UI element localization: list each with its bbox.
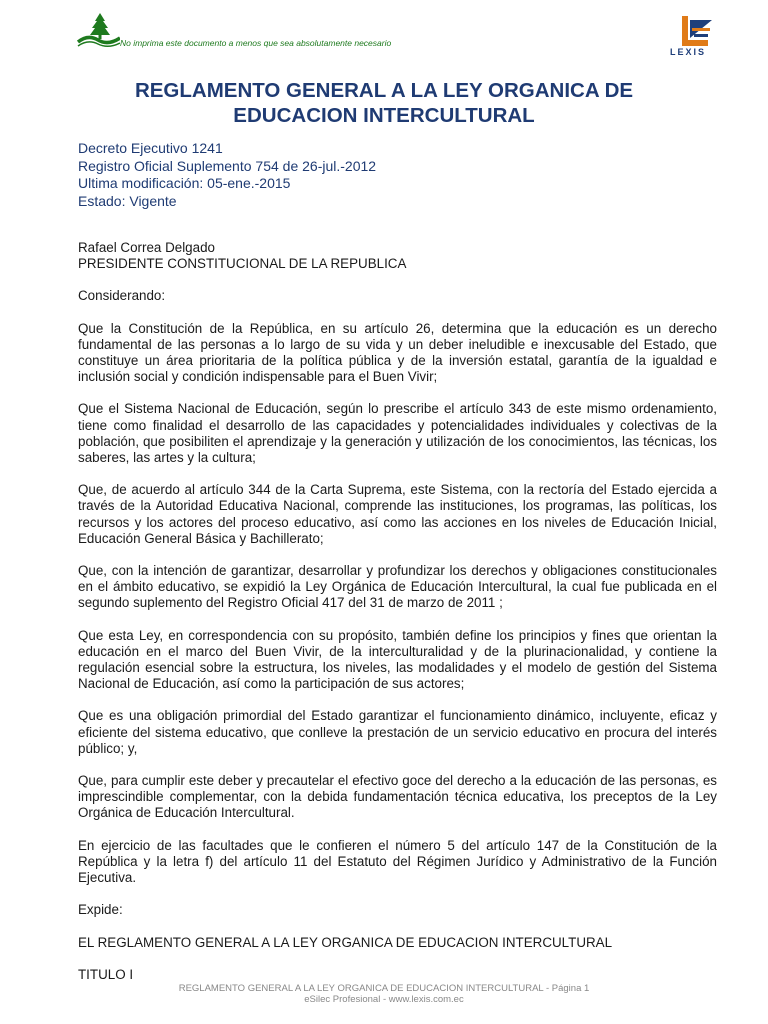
- document-title: [60, 78, 708, 128]
- tree-logo-icon: [76, 12, 120, 48]
- considerando-heading: Considerando:: [78, 288, 166, 304]
- last-modified: Ultima modificación: 05-ene.-2015: [78, 175, 291, 191]
- expide-heading: Expide:: [78, 902, 123, 918]
- paragraph: Que, de acuerdo al artículo 344 de la Carta Suprema, este Sistema, con la rectoría del Estado ejercida a través de la Autoridad Educativa Nacional, comprende las instituciones, los programas, las políticas, los recursos y los actores del proceso educativo, así como las acciones en los niveles de Educación Inicial, Educación General Básica y Bachillerato;: [78, 482, 717, 546]
- footer-publisher: eSilec Profesional - www.lexis.com.ec: [304, 994, 464, 1005]
- official-registry: Registro Oficial Suplemento 754 de 26-jul.-2012: [78, 157, 377, 174]
- lexis-logo-text: LEXIS: [670, 47, 707, 57]
- author-role: PRESIDENTE CONSTITUCIONAL DE LA REPUBLICA: [78, 256, 407, 272]
- paragraph: Que, para cumplir este deber y precautelar el efectivo goce del derecho a la educación de las personas, es imprescindible complementar, con la debida fundamentación técnica educativa, los preceptos de la Ley Orgánica de Educación Intercultural.: [78, 773, 717, 821]
- regulation-title: EL REGLAMENTO GENERAL A LA LEY ORGANICA DE EDUCACION INTERCULTURAL: [78, 934, 613, 950]
- paragraph: En ejercicio de las facultades que le confieren el número 5 del artículo 147 de la Constitución de la República y la letra f) del artículo 11 del Estatuto del Régimen Jurídico y Administrativo de la Función Ejecutiva.: [78, 837, 717, 886]
- page-footer: [0, 983, 768, 1005]
- paragraph: Que el Sistema Nacional de Educación, según lo prescribe el artículo 343 de este mismo ordenamiento, tiene como finalidad el desarrollo de las capacidades y potencialidades individuales y colectivas de la población, que posibiliten el aprendizaje y la generación y utilización de los conocimientos, las técnicas, los saberes, las artes y la cultura;: [78, 401, 717, 466]
- paragraph: Que la Constitución de la República, en su artículo 26, determina que la educación es un derecho fundamental de las personas a lo largo de su vida y un deber ineludible e inexcusable del Estado, que constituye un área prioritaria de la política pública y de la inversión estatal, garantía de la igualdad e inclusión social y condición indispensable para el Buen Vivir;: [78, 320, 717, 385]
- status: Estado: Vigente: [78, 192, 177, 209]
- eco-print-note: No imprima este documento a menos que sea absolutamente necesario: [120, 38, 392, 48]
- page-header: [0, 0, 768, 70]
- paragraph: Que es una obligación primordial del Estado garantizar el funcionamiento dinámico, incluyente, eficaz y eficiente del sistema educativo, que conlleve la prestación de un servicio educativo en procura del interés público; y,: [78, 708, 717, 756]
- author-name: Rafael Correa Delgado: [78, 240, 215, 255]
- document-title-line-1: REGLAMENTO GENERAL A LA LEY ORGANICA DE: [134, 79, 634, 102]
- decree-number: Decreto Ejecutivo 1241: [78, 140, 223, 156]
- paragraph: Que esta Ley, en correspondencia con su propósito, también define los principios y fines que orientan la educación en el marco del Buen Vivir, de la interculturalidad y de la plurinacionalidad, y contiene la regulación esencial sobre la estructura, los niveles, las modalidades y el modelo de gestión del Sistema Nacional de Educación, así como la participación de sus actores;: [78, 627, 717, 692]
- footer-document-page: REGLAMENTO GENERAL A LA LEY ORGANICA DE EDUCACION INTERCULTURAL - Página 1: [178, 983, 590, 994]
- document-metadata: [78, 140, 376, 210]
- document-title-line-2: EDUCACION INTERCULTURAL: [233, 104, 535, 127]
- titulo-heading: TITULO I: [78, 966, 134, 982]
- document-body: [78, 240, 717, 999]
- paragraph: Que, con la intención de garantizar, desarrollar y profundizar los derechos y obligaciones constitucionales en el ámbito educativo, se expidió la Ley Orgánica de Educación Intercultural, la cual fue publicada en el segundo suplemento del Registro Oficial 417 del 31 de marzo de 2011 ;: [78, 563, 717, 611]
